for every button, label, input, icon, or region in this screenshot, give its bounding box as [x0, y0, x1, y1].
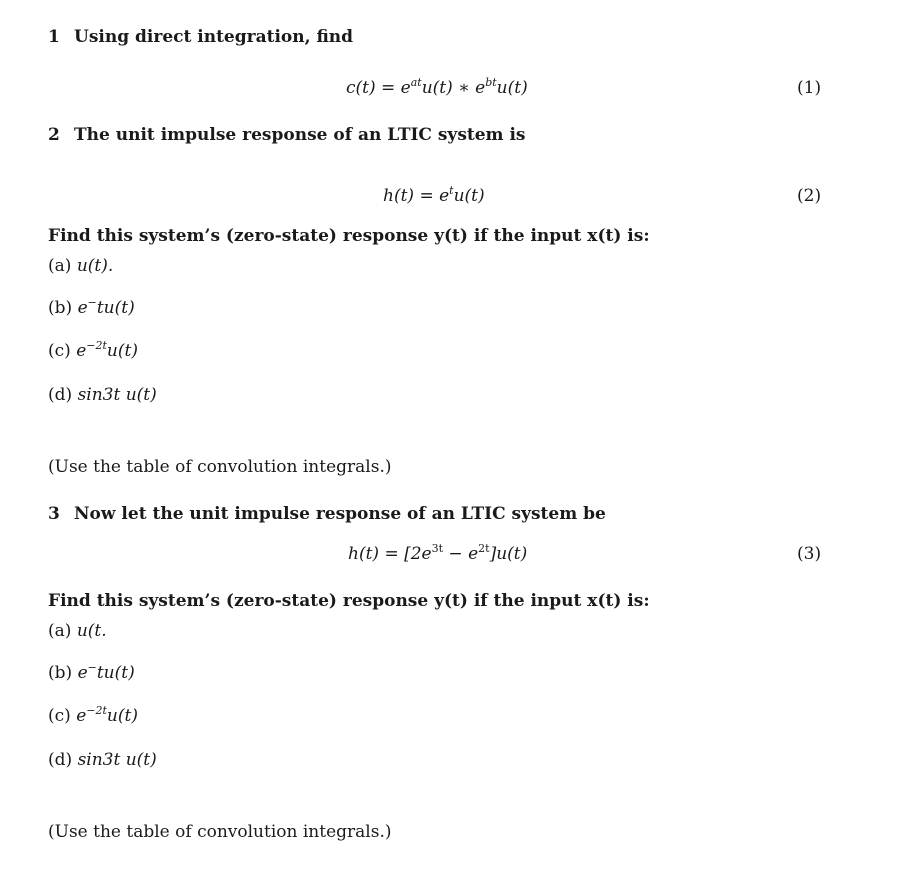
item-tail: tu(t): [96, 298, 135, 318]
item-math: [76, 706, 138, 726]
equation-3-rhs: ]u(t): [489, 544, 528, 564]
item-math: [76, 341, 138, 361]
item-math: sin3t u(t): [77, 750, 157, 770]
item-exp: −2t: [86, 339, 107, 352]
item-base: e: [76, 341, 87, 361]
item-math: [78, 298, 135, 318]
item-exp: −: [87, 296, 97, 309]
item-label: (c): [48, 706, 71, 726]
item-label: (b): [48, 663, 73, 683]
equation-2-exp: t: [449, 184, 454, 197]
equation-3-exp-a: 3t: [431, 542, 444, 555]
item-exp: −: [87, 661, 97, 674]
equation-1-rhs: u(t): [496, 78, 528, 98]
item-label: (a): [48, 256, 72, 276]
item-base: e: [77, 298, 88, 318]
item-math: sin3t u(t): [77, 385, 157, 405]
item-label: (c): [48, 341, 71, 361]
section-3-item-a: [48, 621, 107, 641]
equation-3-mid: − e: [443, 544, 479, 564]
item-math: u(t.: [76, 621, 107, 641]
equation-1-number: (1): [797, 78, 822, 98]
item-label: (a): [48, 621, 72, 641]
section-2-note: (Use the table of convolution integrals.): [48, 457, 392, 477]
section-3-title: Now let the unit impulse response of an LTIC system be: [74, 504, 606, 524]
equation-2-lhs: h(t) = e: [383, 186, 450, 206]
equation-2-rhs: u(t): [453, 186, 485, 206]
section-3-note: (Use the table of convolution integrals.): [48, 822, 392, 842]
equation-2: [383, 186, 485, 206]
section-2-prompt: Find this system’s (zero-state) response y(t) if the input x(t) is:: [48, 226, 650, 246]
item-tail: u(t): [106, 706, 138, 726]
equation-2-number: (2): [797, 186, 822, 206]
section-3-item-b: [48, 663, 135, 683]
equation-1-mid: u(t) ∗ e: [421, 78, 486, 98]
equation-1: [346, 78, 528, 98]
section-1-number: 1: [48, 27, 60, 47]
equation-3-number: (3): [797, 544, 822, 564]
item-base: e: [76, 706, 87, 726]
equation-3-exp-b: 2t: [478, 542, 490, 555]
equation-1-exp-a: at: [410, 76, 422, 89]
section-2-item-a: [48, 256, 113, 276]
item-label: (d): [48, 385, 73, 405]
equation-3: [348, 544, 527, 564]
section-3-prompt: Find this system’s (zero-state) response y(t) if the input x(t) is:: [48, 591, 650, 611]
item-exp: −2t: [86, 704, 107, 717]
section-2-item-c: [48, 341, 138, 361]
section-2-item-b: [48, 298, 135, 318]
section-3-number: 3: [48, 504, 60, 524]
section-2-title: The unit impulse response of an LTIC system is: [74, 125, 526, 145]
item-label: (b): [48, 298, 73, 318]
item-tail: tu(t): [96, 663, 135, 683]
item-base: e: [77, 663, 88, 683]
item-math: [78, 663, 135, 683]
item-tail: u(t): [106, 341, 138, 361]
section-2-item-d: [48, 385, 157, 405]
section-1-title: Using direct integration, find: [74, 27, 354, 47]
section-3-item-c: [48, 706, 138, 726]
section-3-heading: [48, 504, 606, 524]
section-2-heading: [48, 125, 526, 145]
equation-1-exp-b: bt: [485, 76, 497, 89]
section-1-heading: [48, 27, 353, 47]
item-label: (d): [48, 750, 73, 770]
item-math: u(t).: [76, 256, 114, 276]
section-2-number: 2: [48, 125, 60, 145]
equation-3-lhs: h(t) = [2e: [348, 544, 432, 564]
section-3-item-d: [48, 750, 157, 770]
equation-1-lhs: c(t) = e: [346, 78, 411, 98]
